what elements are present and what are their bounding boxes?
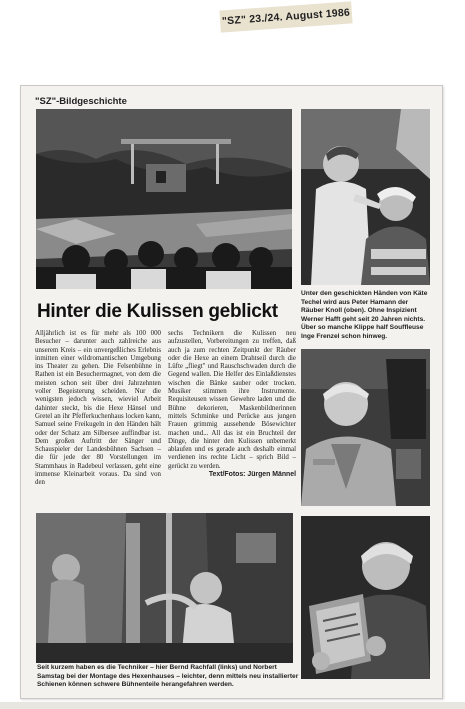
paper-edge [0, 702, 465, 709]
caption-bottom: Seit kurzem haben es die Techniker – hier Bernd Rachfall (links) und Norbert Samstag bei der Montage des Hexenhauses – leichter, denn mittels neu installierter Schienen können schwere Bühnenteile herangefahren werden. [37, 664, 299, 689]
article-column-2 [168, 330, 296, 479]
kicker: "SZ"-Bildgeschichte [35, 96, 127, 107]
photo-technicians [36, 513, 293, 663]
article-column-2-text: sechs Technikern die Kulissen neu aufzustellen, Vorbereitungen zu treffen, daß auch ja zum rechten Zeitpunkt der Räuber oder die Hexe an einem Drahtseil durch die Lüfte „fliegt" und Rauschschwaden durch die Gegend wallen. Die Helfer des Einlaßdienstes wischen die Bänke sauber oder trocken. Musiker stimmen ihre Instrumente. Requisiteusen wissen Gewehre laden und die Bühne dekorieren, Maskenbildnerinnen mittels Schminke und Perücke aus jungen Frauen grimmig aussehende Bösewichter machen und... All das ist ein Bruchteil der Dinge, die hinter den Kulissen unbemerkt ablaufen und es gerade auch deshalb einmal verdienen ins rechte Licht – sprich Bild – gerückt zu werden. [168, 330, 296, 470]
article-column-1: Alljährlich ist es für mehr als 100 000 Besucher – darunter auch zahlreiche aus unserem Kreis – ein unvergeßliches Erlebnis inmitten einer wildromantischen Umgebung ins Theater zu gehen. Die Felsenbühne in Rathen ist ein Besuchermagnet, von dem die meisten schon seit über drei Jahrzehnten voller Begeisterung scheiden. Nur die wenigsten jedoch wissen, wieviel Arbeit dahinter steckt, bis die Hexe Hänsel und Gretel an ihr Pfefferkuchenhaus locken kann, Samuel seine Freikugeln in den Händen hält oder der Schatz am Silbersee auffindbar ist. Dem großen Auftritt der Sänger und Schauspieler der Landesbühnen Sachsen – die für jede der 80 Vorstellungen im Stammhaus in Radebeul verlassen, geht eine immense Kleinarbeit voraus. Da sind von den [35, 330, 161, 487]
caption-top-right: Unter den geschickten Händen von Käte Techel wird aus Peter Hamann der Räuber Knoll (oben). Ohne Inspizient Werner Hafft geht seit 20 Jahren nichts. Über so manche Klippe half Souffleuse Inge Frenzel schon hinweg. [301, 290, 428, 340]
headline: Hinter die Kulissen geblickt [37, 301, 278, 322]
photo-open-air-stage [36, 109, 292, 289]
photo-credit: Text/Fotos: Jürgen Männel [208, 471, 296, 479]
newspaper-clipping [20, 85, 443, 699]
newspaper-source-label: "SZ" 23./24. August 1986 [219, 1, 352, 32]
photo-makeup-artist [301, 109, 430, 285]
photo-stage-manager [301, 349, 430, 506]
photo-prompter [301, 516, 430, 679]
